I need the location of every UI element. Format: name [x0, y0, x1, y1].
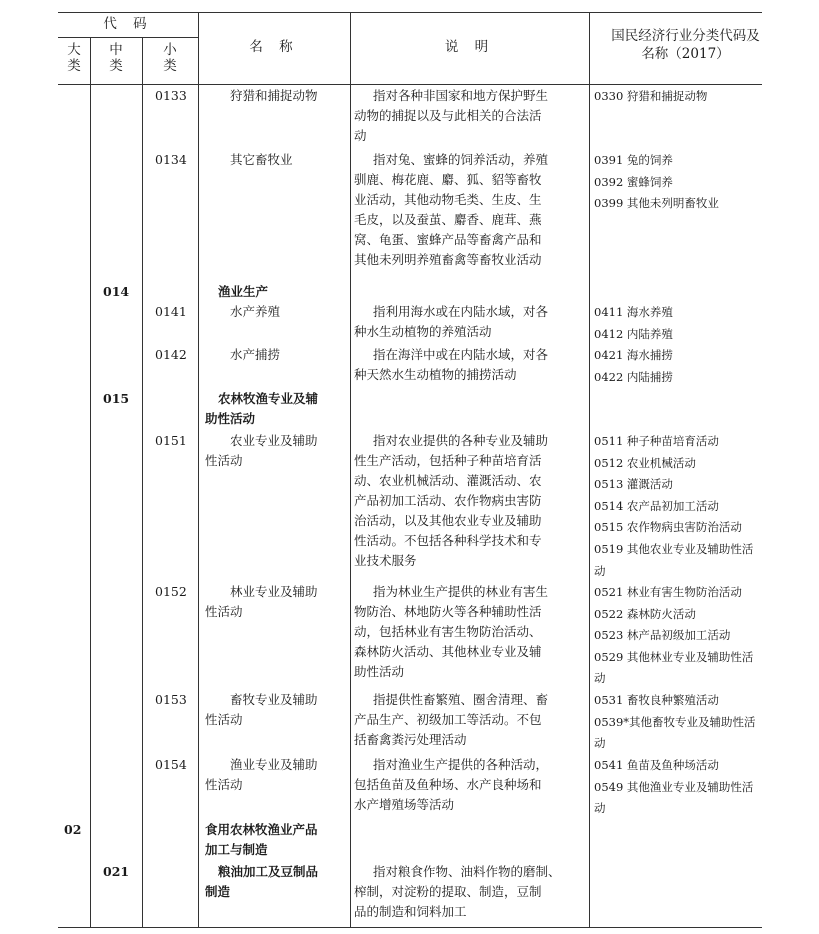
desc-line: 指对农业提供的各种专业及辅助	[373, 433, 549, 448]
header-medium: 中类	[109, 42, 123, 75]
industry-line: 0531 畜牧良种繁殖活动	[594, 693, 719, 707]
desc-line: 驯鹿、梅花鹿、麝、狐、貂等畜牧	[354, 172, 542, 187]
item-description	[354, 755, 548, 815]
minor-code: 0153	[155, 692, 187, 707]
desc-line: 助性活动	[354, 664, 405, 679]
name-line: 性活动	[205, 453, 243, 468]
name-line: 制造	[205, 884, 231, 899]
header-code-group: 代 码	[103, 16, 153, 32]
industry-line: 0549 其他渔业专业及辅助性活	[594, 779, 754, 794]
minor-code: 0152	[155, 584, 187, 599]
header-industry-code-line2: 名称（2017）	[641, 46, 730, 62]
desc-line: 业技术服务	[354, 553, 417, 568]
major-code: 02	[64, 822, 82, 837]
industry-codes	[594, 582, 753, 690]
desc-line: 榨制，对淀粉的提取、制造，豆制	[354, 884, 542, 899]
desc-line: 产品生产、初级加工等活动。不包	[354, 712, 542, 727]
code-group-rule	[58, 37, 198, 38]
name-line: 农林牧渔专业及辅	[218, 391, 319, 406]
name-line: 林业专业及辅助	[230, 584, 318, 599]
desc-line: 水产增殖场等活动	[354, 797, 455, 812]
industry-line: 0523 林产品初级加工活动	[594, 628, 731, 643]
name-line: 粮油加工及豆制品	[218, 864, 319, 879]
industry-line: 0522 森林防火活动	[594, 606, 696, 621]
item-name	[205, 862, 318, 902]
industry-codes	[594, 302, 673, 345]
industry-line: 0421 海水捕捞	[594, 348, 673, 362]
item-name: 其它畜牧业	[230, 152, 293, 167]
item-name	[205, 820, 318, 860]
desc-line: 产品初加工活动、农作物病虫害防	[354, 493, 542, 508]
desc-line: 性活动。不包括各种科学技术和专	[354, 533, 542, 548]
desc-line: 种水生动植物的养殖活动	[354, 324, 492, 339]
item-description	[354, 862, 561, 922]
desc-line: 品的制造和饲料加工	[354, 904, 467, 919]
item-name	[205, 389, 318, 429]
item-description	[354, 690, 548, 750]
item-description	[354, 86, 548, 146]
medium-code: 014	[103, 284, 130, 299]
desc-line: 指利用海水或在内陆水域，对各	[373, 304, 549, 319]
desc-line: 括畜禽粪污处理活动	[354, 732, 467, 747]
name-line: 性活动	[205, 604, 243, 619]
minor-code: 0141	[155, 304, 187, 319]
desc-line: 指对兔、蜜蜂的饲养活动，养殖	[373, 152, 549, 167]
col-divider-3	[198, 12, 199, 928]
name-line: 畜牧专业及辅助	[230, 692, 318, 707]
industry-line: 0392 蜜蜂饲养	[594, 174, 673, 189]
industry-codes	[594, 690, 756, 755]
industry-line: 0330 狩猎和捕捉动物	[594, 89, 708, 103]
medium-code: 015	[103, 391, 130, 406]
industry-line: 0511 种子种苗培育活动	[594, 434, 719, 448]
header-name: 名 称	[249, 39, 299, 55]
name-line: 食用农林牧渔业产品	[205, 822, 318, 837]
desc-line: 其他未列明养殖畜禽等畜牧业活动	[354, 252, 542, 267]
desc-line: 动、农业机械活动、灌溉活动、农	[354, 473, 542, 488]
item-description	[354, 302, 548, 342]
industry-codes	[594, 86, 707, 108]
desc-line: 指为林业生产提供的林业有害生	[373, 584, 549, 599]
item-name	[205, 755, 318, 795]
industry-line: 0541 鱼苗及鱼种场活动	[594, 758, 719, 772]
desc-line: 指对各种非国家和地方保护野生	[373, 88, 549, 103]
industry-line: 动	[594, 671, 606, 686]
minor-code: 0154	[155, 757, 187, 772]
item-name: 狩猎和捕捉动物	[230, 88, 318, 103]
desc-line: 业活动，其他动物毛类、生皮、生	[354, 192, 542, 207]
bottom-rule	[58, 927, 762, 928]
industry-codes	[594, 755, 753, 820]
industry-codes	[594, 345, 673, 388]
industry-line: 动	[594, 563, 606, 578]
header-description: 说 明	[444, 39, 495, 55]
name-line: 加工与制造	[205, 842, 268, 857]
desc-line: 指在海洋中或在内陆水域，对各	[373, 347, 549, 362]
item-description	[354, 150, 548, 270]
minor-code: 0134	[155, 152, 187, 167]
industry-line: 0529 其他林业专业及辅助性活	[594, 649, 754, 664]
desc-line: 指对粮食作物、油料作物的磨制、	[373, 864, 561, 879]
industry-line: 0391 兔的饲养	[594, 153, 673, 167]
desc-line: 动物的捕捉以及与此相关的合法活	[354, 108, 542, 123]
desc-line: 治活动，以及其他农业专业及辅助	[354, 513, 542, 528]
industry-codes	[594, 431, 753, 582]
top-rule	[58, 12, 762, 13]
col-divider-1	[90, 37, 91, 928]
header-industry-code-line1: 国民经济行业分类代码及	[611, 28, 760, 44]
industry-line: 0515 农作物病虫害防治活动	[594, 520, 742, 535]
name-line: 性活动	[205, 712, 243, 727]
name-line: 性活动	[205, 777, 243, 792]
header-bottom-rule	[58, 84, 762, 85]
industry-line: 0512 农业机械活动	[594, 455, 696, 470]
item-description	[354, 431, 548, 571]
industry-line: 0411 海水养殖	[594, 305, 673, 319]
industry-line: 0399 其他未列明畜牧业	[594, 196, 719, 211]
header-minor: 小类	[163, 42, 177, 75]
industry-line: 0519 其他农业专业及辅助性活	[594, 541, 754, 556]
desc-line: 种天然水生动植物的捕捞活动	[354, 367, 517, 382]
desc-line: 动，包括林业有害生物防治活动、	[354, 624, 542, 639]
item-name: 渔业生产	[218, 284, 269, 299]
industry-line: 0422 内陆捕捞	[594, 369, 673, 384]
medium-code: 021	[103, 864, 130, 879]
desc-line: 指提供性畜繁殖、圈舍清理、畜	[373, 692, 549, 707]
name-line: 助性活动	[205, 411, 256, 426]
col-divider-4	[350, 12, 351, 928]
industry-line: 0539*其他畜牧专业及辅助性活	[594, 714, 756, 729]
item-name	[205, 690, 318, 730]
desc-line: 窝、龟蛋、蜜蜂产品等畜禽产品和	[354, 232, 542, 247]
desc-line: 性生产活动，包括种子种苗培育活	[354, 453, 542, 468]
desc-line: 森林防火活动、其他林业专业及辅	[354, 644, 542, 659]
col-divider-5	[589, 12, 590, 928]
col-divider-2	[142, 37, 143, 928]
item-description	[354, 582, 548, 682]
industry-codes	[594, 150, 719, 215]
industry-line: 动	[594, 801, 606, 816]
item-name	[205, 431, 318, 471]
desc-line: 毛皮，以及蚕茧、麝香、鹿茸、燕	[354, 212, 542, 227]
industry-line: 0514 农产品初加工活动	[594, 498, 719, 513]
industry-line: 0521 林业有害生物防治活动	[594, 585, 742, 599]
desc-line: 包括鱼苗及鱼种场、水产良种场和	[354, 777, 542, 792]
header-major: 大类	[67, 42, 81, 75]
minor-code: 0151	[155, 433, 187, 448]
item-description	[354, 345, 548, 385]
industry-line: 动	[594, 736, 606, 751]
minor-code: 0133	[155, 88, 187, 103]
name-line: 渔业专业及辅助	[230, 757, 318, 772]
industry-line: 0513 灌溉活动	[594, 477, 673, 492]
name-line: 农业专业及辅助	[230, 433, 318, 448]
desc-line: 指对渔业生产提供的各种活动，	[373, 757, 549, 772]
desc-line: 动	[354, 128, 367, 143]
item-name	[205, 582, 318, 622]
minor-code: 0142	[155, 347, 187, 362]
industry-line: 0412 内陆养殖	[594, 326, 673, 341]
item-name: 水产捕捞	[230, 347, 281, 362]
desc-line: 物防治、林地防火等各种辅助性活	[354, 604, 542, 619]
item-name: 水产养殖	[230, 304, 281, 319]
